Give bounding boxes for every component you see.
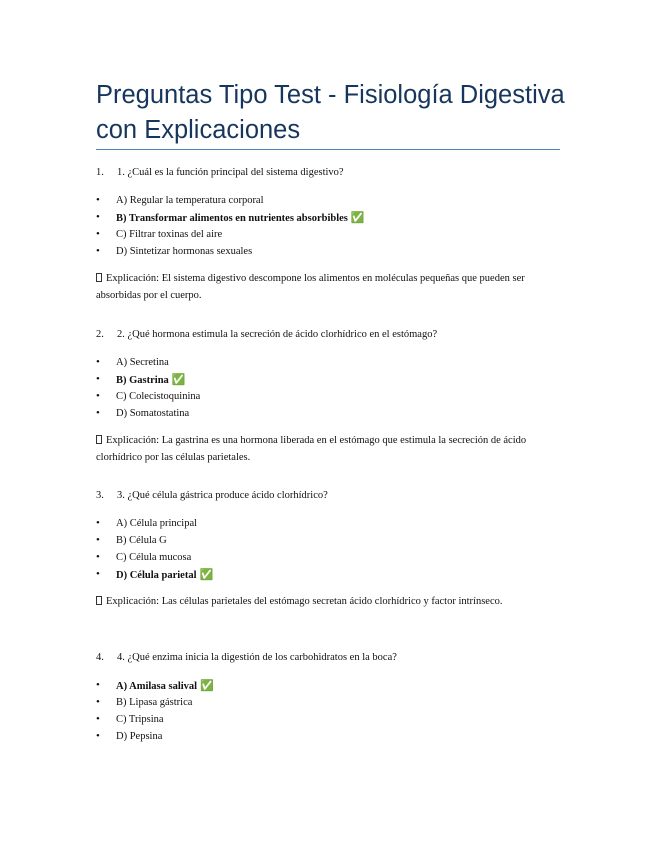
option-label: C) Colecistoquinina [116, 391, 201, 402]
question-block [96, 166, 566, 304]
option-label: C) Célula mucosa [116, 552, 192, 563]
question-heading [96, 489, 566, 505]
bullet-icon: • [96, 211, 100, 223]
option-label-correct: D) Célula parietal [116, 570, 197, 581]
page-title: Preguntas Tipo Test - Fisiología Digestiva con Explicaciones [96, 81, 565, 144]
checkmark-icon: ✅ [171, 373, 186, 386]
option-label-correct: B) Gastrina [116, 375, 169, 386]
question-heading [96, 328, 566, 344]
question-text: 1. ¿Cuál es la función principal del sistema digestivo? [117, 167, 344, 178]
option-label: A) Regular la temperatura corporal [116, 195, 264, 206]
options-list [96, 354, 566, 422]
list-item [96, 354, 566, 371]
question-block [96, 489, 566, 610]
question-block [96, 328, 566, 466]
checkmark-icon: ✅ [350, 211, 365, 224]
bullet-icon: • [96, 568, 100, 580]
list-item [96, 405, 566, 422]
bullet-icon: • [96, 390, 100, 402]
option-label: A) Célula principal [116, 518, 198, 529]
options-list [96, 515, 566, 583]
list-item [96, 515, 566, 532]
placeholder-glyph-icon [96, 435, 102, 444]
list-item [96, 209, 566, 226]
explanation [96, 270, 551, 304]
options-list [96, 192, 566, 260]
option-label: B) Lipasa gástrica [116, 697, 193, 708]
option-label: D) Pepsina [116, 731, 163, 742]
bullet-icon: • [96, 373, 100, 385]
checkmark-icon: ✅ [199, 568, 214, 581]
list-item [96, 388, 566, 405]
question-number: 3. [96, 490, 104, 501]
explanation-text: Explicación: La gastrina es una hormona liberada en el estómago que estimula la secreción de ácido clorhídrico por las células parietales. [96, 435, 527, 463]
bullet-icon: • [96, 517, 100, 529]
explanation-text: Explicación: El sistema digestivo descompone los alimentos en moléculas pequeñas que pueden ser absorbidas por el cuerpo. [96, 273, 525, 301]
question-heading [96, 651, 566, 667]
bullet-icon: • [96, 551, 100, 563]
list-item [96, 371, 566, 388]
question-heading [96, 166, 566, 182]
question-number: 2. [96, 329, 104, 340]
list-item [96, 243, 566, 260]
option-label: C) Tripsina [116, 714, 164, 725]
option-label: C) Filtrar toxinas del aire [116, 229, 223, 240]
question-number: 1. [96, 167, 104, 178]
question-block [96, 651, 566, 745]
option-label-correct: A) Amilasa salival [116, 681, 198, 692]
list-item [96, 711, 566, 728]
option-label-correct: B) Transformar alimentos en nutrientes absorbibles [116, 213, 348, 224]
list-item [96, 226, 566, 243]
explanation [96, 432, 551, 466]
bullet-icon: • [96, 356, 100, 368]
list-item [96, 566, 566, 583]
placeholder-glyph-icon [96, 596, 102, 605]
bullet-icon: • [96, 407, 100, 419]
explanation-text: Explicación: Las células parietales del estómago secretan ácido clorhídrico y factor intrínseco. [106, 596, 503, 607]
list-item [96, 728, 566, 745]
bullet-icon: • [96, 245, 100, 257]
title-divider [96, 149, 560, 150]
checkmark-icon: ✅ [200, 679, 214, 692]
bullet-icon: • [96, 696, 100, 708]
placeholder-glyph-icon [96, 273, 102, 282]
list-item [96, 677, 566, 694]
bullet-icon: • [96, 679, 100, 691]
option-label: A) Secretina [116, 357, 169, 368]
bullet-icon: • [96, 194, 100, 206]
bullet-icon: • [96, 534, 100, 546]
option-label: D) Sintetizar hormonas sexuales [116, 246, 253, 257]
list-item [96, 532, 566, 549]
bullet-icon: • [96, 730, 100, 742]
list-item [96, 549, 566, 566]
option-label: B) Célula G [116, 535, 167, 546]
bullet-icon: • [96, 713, 100, 725]
list-item [96, 694, 566, 711]
question-text: 2. ¿Qué hormona estimula la secreción de ácido clorhídrico en el estómago? [117, 329, 438, 340]
question-number: 4. [96, 652, 104, 663]
question-text: 3. ¿Qué célula gástrica produce ácido clorhídrico? [117, 490, 328, 501]
options-list [96, 677, 566, 745]
question-text: 4. ¿Qué enzima inicia la digestión de los carbohidratos en la boca? [117, 652, 397, 663]
explanation [96, 593, 551, 610]
list-item [96, 192, 566, 209]
option-label: D) Somatostatina [116, 408, 190, 419]
bullet-icon: • [96, 228, 100, 240]
